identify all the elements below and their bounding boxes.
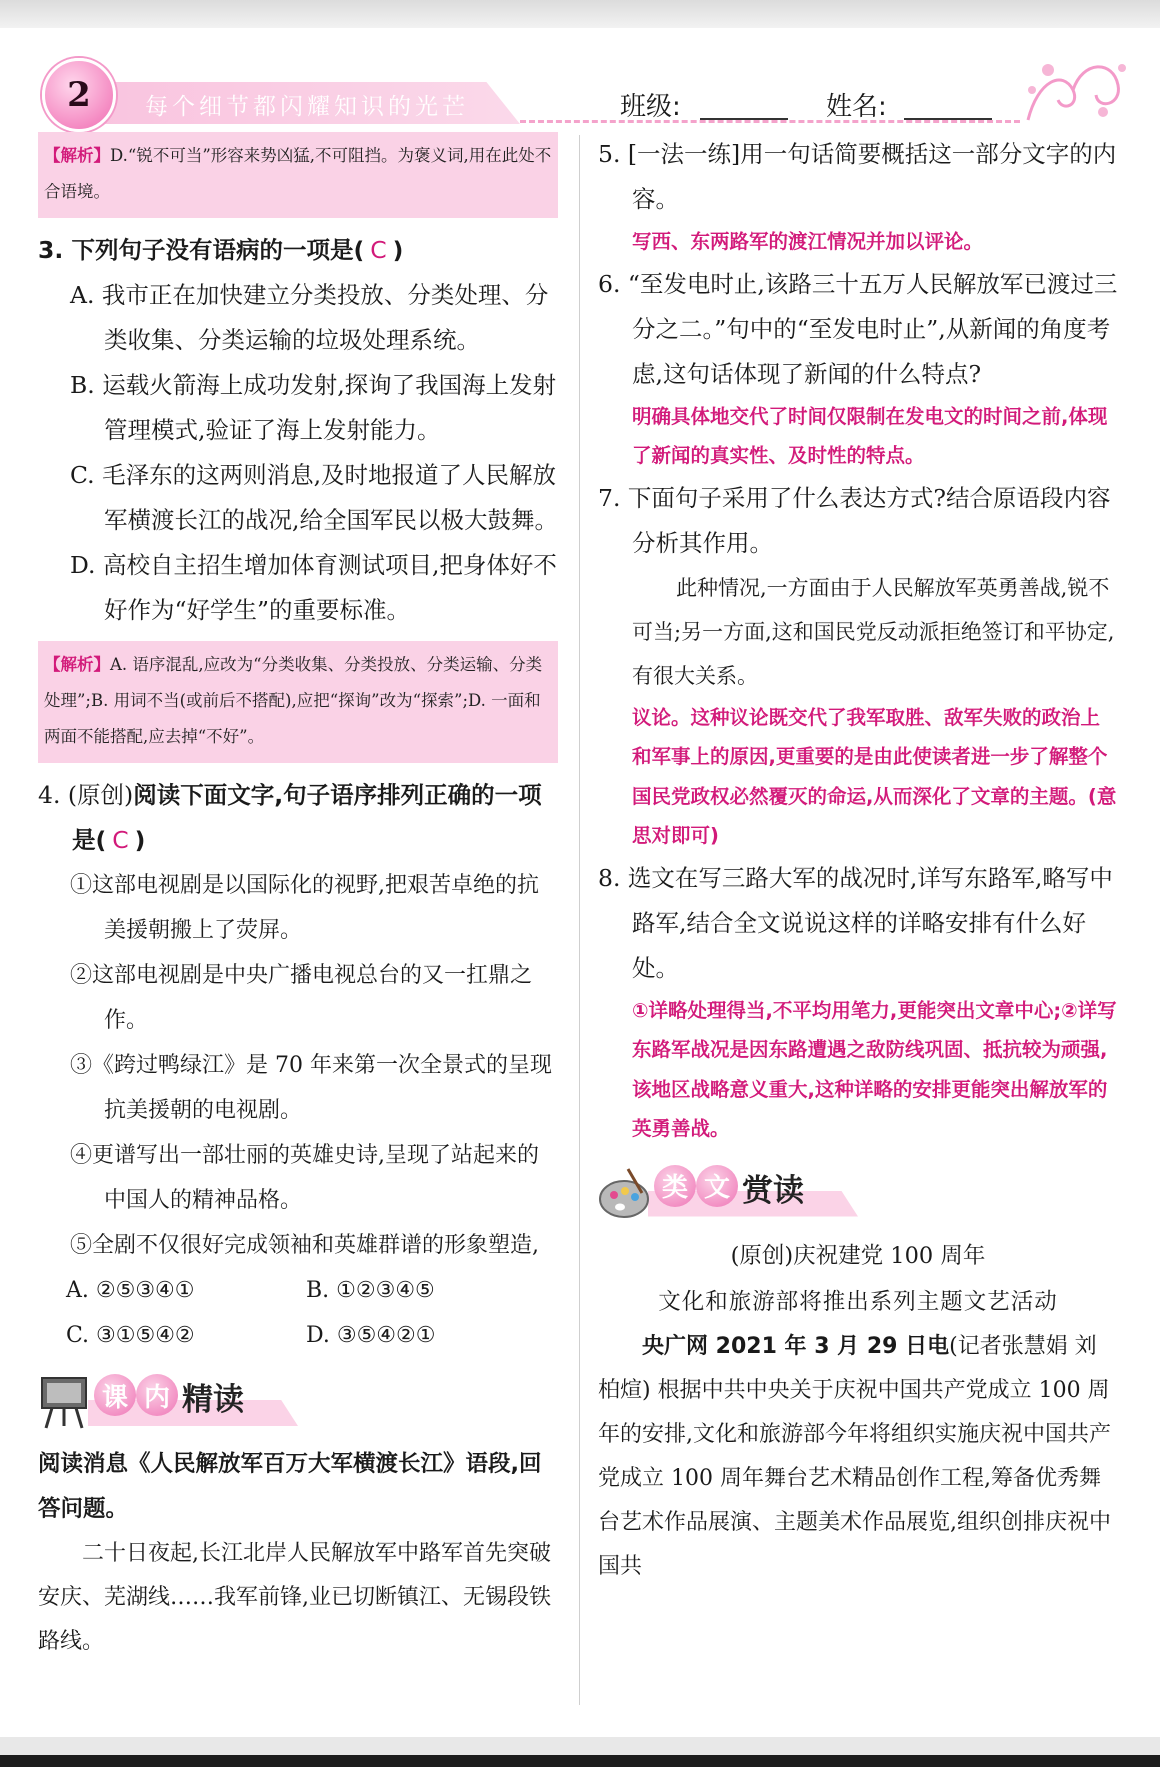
option-d: D. 高校自主招生增加体育测试项目,把身体好不好作为“好学生”的重要标准。 — [70, 551, 557, 624]
question-stem: 8. 选文在写三路大军的战况时,详写东路军,略写中路军,结合全文说说这样的详略安排有什么好处。 — [598, 863, 1113, 982]
heading-char-2: 文 — [696, 1165, 738, 1207]
option-c: C. 毛泽东的这两则消息,及时地报道了人民解放军横渡长江的战况,给全国军民以极大鼓舞。 — [70, 461, 558, 534]
heading-char-1: 类 — [654, 1165, 696, 1207]
page-bottom-edge — [0, 1737, 1160, 1767]
sentence-item: ②这部电视剧是中央广播电视总台的又一扛鼎之作。 — [70, 963, 533, 1033]
class-label: 班级: — [620, 92, 681, 122]
choice-d: D. ③⑤④②① — [306, 1323, 436, 1348]
left-column — [38, 132, 558, 1664]
question-6 — [598, 262, 1118, 476]
class-blank[interactable] — [700, 118, 788, 120]
heading-title: 精读 — [182, 1382, 244, 1418]
name-blank[interactable] — [904, 118, 992, 120]
column-divider — [579, 135, 580, 1705]
article-subtitle: 文化和旅游部将推出系列主题文艺活动 — [658, 1288, 1058, 1315]
question-stem: 6. “至发电时止,该路三十五万人民解放军已渡过三分之二。”句中的“至发电时止”,从新闻的角度考虑,这句话体现了新闻的什么特点? — [598, 269, 1118, 388]
question-3 — [38, 228, 558, 633]
answer-text: 明确具体地交代了时间仅限制在发电文的时间之前,体现了新闻的真实性、及时性的特点。 — [632, 404, 1108, 467]
answer-choice: C — [370, 236, 387, 264]
option-a: A. 我市正在加快建立分类投放、分类处理、分类收集、分类运输的垃圾处理系统。 — [70, 281, 549, 354]
choice-c: C. ③①⑤④② — [66, 1323, 195, 1348]
sentence-item: ⑤全剧不仅很好完成领袖和英雄群谱的形象塑造, — [70, 1233, 539, 1258]
analysis-note — [38, 641, 558, 763]
sentence-item: ③《跨过鸭绿江》是 70 年来第一次全景式的呈现抗美援朝的电视剧。 — [70, 1053, 552, 1123]
reading-instruction: 阅读消息《人民解放军百万大军横渡长江》语段,回答问题。 — [38, 1451, 542, 1522]
page-header — [0, 40, 1160, 140]
easel-icon — [38, 1374, 90, 1430]
passage-text: 二十日夜起,长江北岸人民解放军中路军首先突破安庆、芜湖线……我军前锋,业已切断镇江、无锡段铁路线。 — [38, 1541, 551, 1654]
choice-a: A. ②⑤③④① — [66, 1278, 195, 1303]
question-8 — [598, 856, 1118, 1149]
analysis-text: D.“锐不可当”形容来势凶猛,不可阻挡。为褒义词,用在此处不合语境。 — [44, 146, 552, 201]
page-number: 2 — [42, 58, 116, 132]
heading-title: 赏读 — [742, 1172, 804, 1209]
section-heading — [598, 1159, 1118, 1229]
choice-b: B. ①②③④⑤ — [306, 1278, 435, 1303]
header-dashed-line — [520, 120, 1020, 123]
section-heading — [38, 1368, 558, 1438]
question-5 — [598, 132, 1118, 262]
heading-char-1: 课 — [94, 1374, 136, 1416]
article-body-text: (记者张慧娟 刘柏煊) 根据中共中央关于庆祝中国共产党成立 100 周年的安排,文化和旅游部今年将组织实施庆祝中国共产党成立 100 周年舞台艺术精品创作工程,筹备优秀舞台艺术作品展演、主题美术作品展览,组织创排庆祝中国共 — [598, 1333, 1111, 1579]
question-stem: 4. (原创)阅读下面文字,句子语序排列正确的一项是( C ) — [38, 781, 542, 854]
choice-row — [38, 1268, 558, 1313]
heading-char-2: 内 — [136, 1374, 178, 1416]
analysis-note — [38, 132, 558, 218]
option-b: B. 运载火箭海上成功发射,探询了我国海上发射管理模式,验证了海上发射能力。 — [70, 371, 557, 444]
answer-text: 写西、东两路军的渡江情况并加以评论。 — [632, 230, 984, 253]
analysis-text: A. 语序混乱,应改为“分类收集、分类投放、分类运输、分类处理”;B. 用词不当(或前后不搭配),应把“探询”改为“探索”;D. 一面和两面不能搭配,应去掉“不好”。 — [44, 655, 543, 746]
article-dateline: 央广网 2021 年 3 月 29 日电 — [642, 1333, 950, 1359]
answer-text: ①详略处理得当,不平均用笔力,更能突出文章中心;②详写东路军战况是因东路遭遇之敌防线巩固、抵抗较为顽强,该地区战略意义重大,这种详略的安排更能突出解放军的英勇善战。 — [632, 998, 1117, 1140]
sentence-item: ①这部电视剧是以国际化的视野,把艰苦卓绝的抗美援朝搬上了荧屏。 — [70, 873, 539, 943]
question-stem: 3. 下列句子没有语病的一项是( C ) — [38, 236, 404, 264]
question-stem: 7. 下面句子采用了什么表达方式?结合原语段内容分析其作用。 — [598, 483, 1111, 557]
question-stem: 5. [一法一练]用一句话简要概括这一部分文字的内容。 — [598, 140, 1117, 213]
article-body — [598, 1325, 1118, 1589]
answer-choice: C — [112, 826, 129, 854]
header-slogan: 每个细节都闪耀知识的光芒 — [145, 94, 469, 120]
article-title: (原创)庆祝建党 100 周年 — [730, 1242, 986, 1269]
answer-text: 议论。这种议论既交代了我军取胜、敌军失败的政治上和军事上的原因,更重要的是由此使读者进一步了解整个国民党政权必然覆灭的命运,从而深化了文章的主题。(意思对即可) — [632, 705, 1117, 847]
name-label: 姓名: — [826, 92, 887, 122]
palette-icon — [598, 1165, 650, 1221]
quoted-sentence: 此种情况,一方面由于人民解放军英勇善战,锐不可当;另一方面,这和国民党反动派拒绝签订和平协定,有很大关系。 — [632, 575, 1115, 688]
page-top-edge — [0, 0, 1160, 28]
choice-row — [38, 1313, 558, 1358]
question-7 — [598, 476, 1118, 856]
sentence-item: ④更谱写出一部壮丽的英雄史诗,呈现了站起来的中国人的精神品格。 — [70, 1143, 539, 1213]
flourish-ornament-icon — [1018, 50, 1128, 130]
question-4 — [38, 773, 558, 1358]
right-column — [598, 132, 1118, 1589]
analysis-tag: 【解析】 — [44, 146, 110, 165]
analysis-tag: 【解析】 — [44, 655, 110, 674]
